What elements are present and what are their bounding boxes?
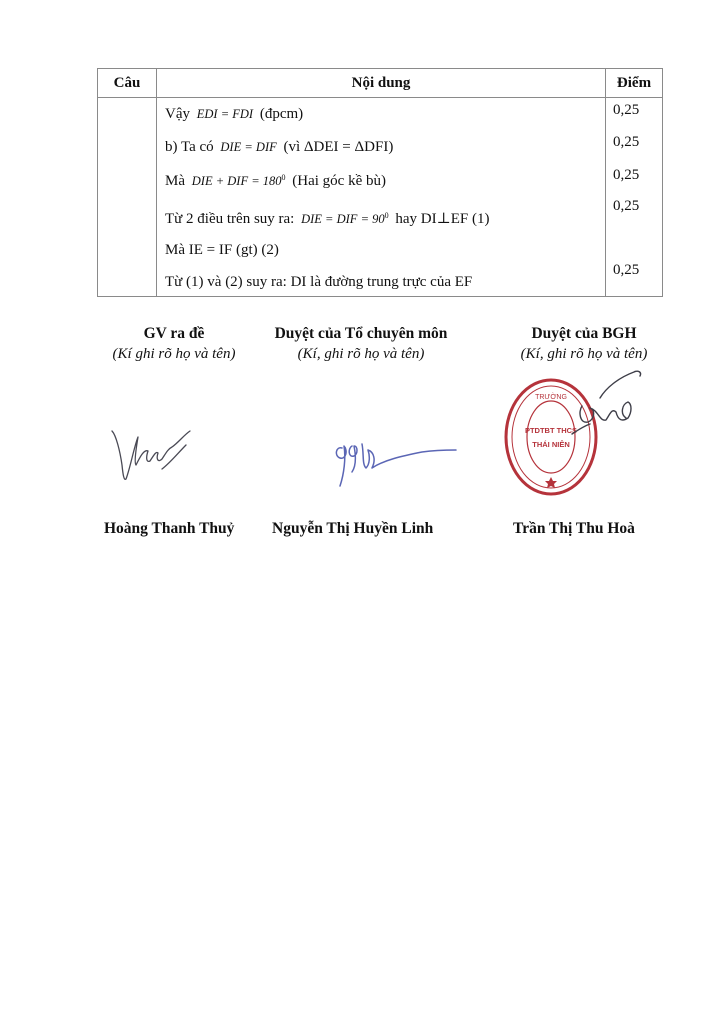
teacher-handwritten-signature: [108, 425, 198, 487]
department-name: Nguyễn Thị Huyền Linh: [272, 520, 434, 537]
question-cell: [98, 98, 157, 297]
department-note: (Kí, ghi rõ họ và tên): [297, 346, 425, 362]
board-name: Trần Thị Thu Hoà: [513, 520, 635, 537]
table-row: [98, 98, 663, 297]
score-cell: [606, 98, 663, 297]
stamp-line2: THÁI NIÊN: [532, 440, 570, 449]
stamp-line1: PTDTBT THCS: [524, 426, 578, 435]
score-value: 0,25: [613, 198, 640, 214]
teacher-name: Hoàng Thanh Thuỷ: [104, 520, 235, 537]
department-handwritten-signature: [332, 438, 460, 492]
teacher-signature-block: [101, 325, 247, 363]
board-note: (Kí, ghi rõ họ và tên): [520, 346, 648, 362]
content-line: Mà IE = IF (gt) (2): [165, 242, 279, 258]
table-header-row: [98, 69, 663, 98]
teacher-note: (Kí ghi rõ họ và tên): [112, 346, 236, 362]
score-value: 0,25: [613, 102, 640, 118]
content-line: Mà DIE + DIF = $180^0$ (Hai góc kề bù): [165, 173, 386, 190]
teacher-title: GV ra đề: [143, 325, 205, 342]
score-value: 0,25: [613, 134, 640, 150]
department-signature-block: [258, 325, 464, 363]
header-score: Điểm: [606, 69, 663, 98]
grading-table: [97, 68, 663, 297]
department-title: Duyệt của Tổ chuyên môn: [274, 325, 448, 342]
score-value: 0,25: [613, 262, 640, 278]
content-line: Vậy EDI = FDI (đpcm): [165, 106, 304, 122]
header-content: Nội dung: [157, 69, 606, 98]
board-handwritten-signature: [552, 368, 646, 448]
score-value: 0,25: [613, 167, 640, 183]
board-title: Duyệt của BGH: [531, 325, 637, 342]
header-question: Câu: [98, 69, 157, 98]
content-line: Từ 2 điều trên suy ra: DIE = DIF = $90^0$ hay DI⊥EF (1): [165, 210, 490, 227]
content-line: b) Ta có DIE = DIF (vì ΔDEI = ΔDFI): [165, 139, 394, 155]
content-line: Từ (1) và (2) suy ra: DI là đường trung trực của EF: [165, 274, 473, 290]
stamp-top-text: TRƯỜNG: [535, 394, 567, 401]
content-cell: [157, 98, 606, 297]
board-signature-block: [504, 325, 664, 363]
